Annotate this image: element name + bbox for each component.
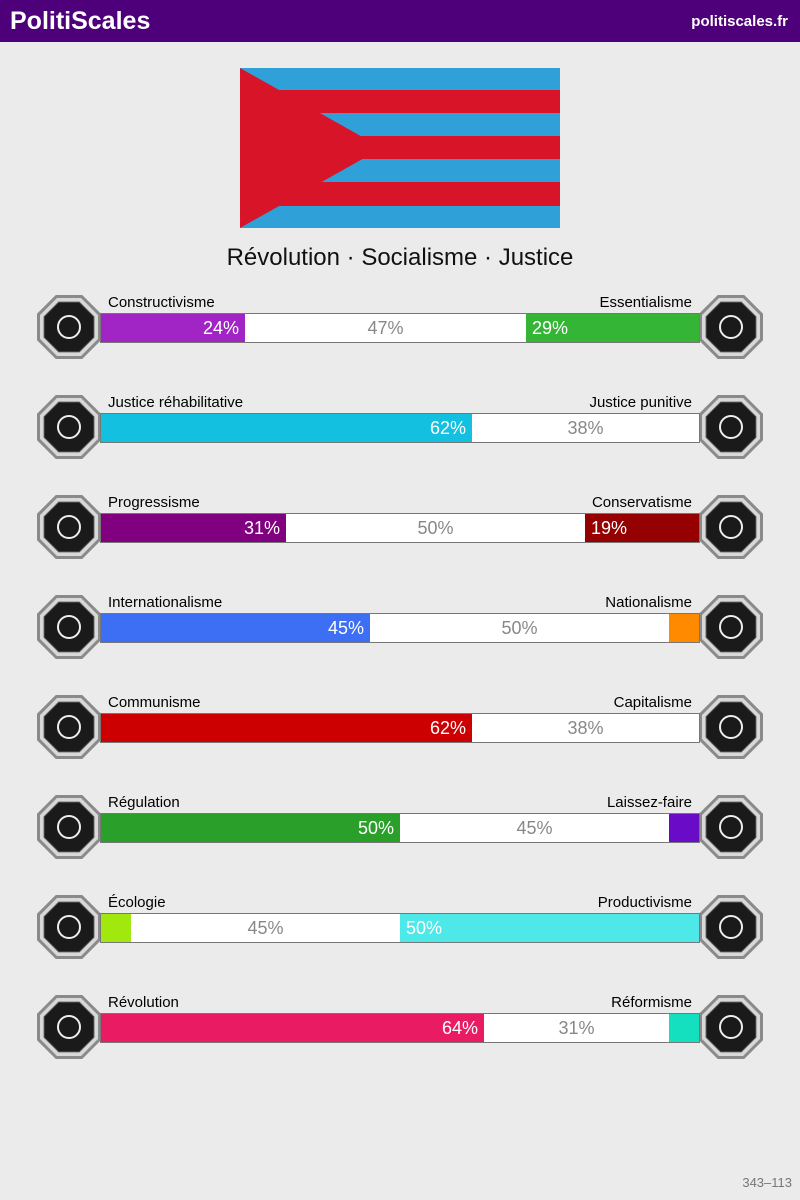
axis-bar bbox=[100, 413, 700, 443]
neutral-segment: 31% bbox=[558, 1018, 595, 1038]
axis-row bbox=[0, 689, 800, 769]
axis-bar bbox=[100, 713, 700, 743]
ruler-icon bbox=[34, 789, 104, 865]
axis-left-label: Constructivisme bbox=[108, 294, 215, 311]
neutral-segment: 50% bbox=[501, 618, 538, 638]
site-link[interactable]: politiscales.fr bbox=[691, 13, 788, 30]
brand-title[interactable]: PolitiScales bbox=[10, 7, 151, 35]
neutral-segment: 50% bbox=[417, 518, 454, 538]
rose-icon bbox=[34, 989, 104, 1065]
flag-icon bbox=[696, 589, 766, 665]
axis-left-label: Internationalisme bbox=[108, 594, 223, 611]
rocket-icon bbox=[34, 489, 104, 565]
right-segment bbox=[669, 1014, 699, 1042]
axis-bar bbox=[100, 513, 700, 543]
axis-right-label: Capitalisme bbox=[613, 694, 692, 711]
axis-right-label: Conservatisme bbox=[591, 494, 692, 511]
axis-left-label: Progressisme bbox=[108, 494, 200, 511]
butterfly-icon bbox=[696, 789, 766, 865]
flower-icon bbox=[696, 289, 766, 365]
axis-right-label: Justice punitive bbox=[589, 394, 692, 411]
axis-right-label: Réformisme bbox=[611, 994, 692, 1011]
axis-bar bbox=[100, 613, 700, 643]
handshake-icon bbox=[34, 389, 104, 465]
axis-bar bbox=[100, 1013, 700, 1043]
axis-row bbox=[0, 489, 800, 569]
sprout-icon bbox=[34, 889, 104, 965]
right-segment bbox=[669, 614, 699, 642]
globe-icon bbox=[34, 589, 104, 665]
axis-left-label: Communisme bbox=[108, 694, 201, 711]
footer-code: 343–113 bbox=[742, 1175, 792, 1190]
axis-right-label: Laissez-faire bbox=[606, 794, 692, 811]
axis-right-label: Essentialisme bbox=[599, 294, 692, 311]
right-segment: 29% bbox=[526, 314, 699, 342]
axis-row bbox=[0, 789, 800, 869]
ballot-box-icon bbox=[696, 989, 766, 1065]
left-segment bbox=[101, 914, 131, 942]
neutral-segment: 38% bbox=[567, 418, 604, 438]
hammer-sickle-icon bbox=[34, 689, 104, 765]
slogan: Révolution · Socialisme · Justice bbox=[226, 244, 574, 271]
result-flag bbox=[240, 68, 560, 228]
axis-left-label: Écologie bbox=[108, 894, 166, 911]
axis-bar bbox=[100, 313, 700, 343]
left-segment: 62% bbox=[101, 714, 472, 742]
axis-row bbox=[0, 389, 800, 469]
axis-bar bbox=[100, 813, 700, 843]
prison-bars-icon bbox=[696, 389, 766, 465]
left-segment: 64% bbox=[101, 1014, 484, 1042]
eye-icon bbox=[34, 289, 104, 365]
left-segment: 24% bbox=[101, 314, 245, 342]
neutral-segment: 45% bbox=[516, 818, 553, 838]
left-segment: 31% bbox=[101, 514, 286, 542]
axis-row bbox=[0, 289, 800, 369]
left-segment: 45% bbox=[101, 614, 370, 642]
axis-row bbox=[0, 889, 800, 969]
axis-right-label: Productivisme bbox=[597, 894, 692, 911]
neutral-segment: 45% bbox=[247, 918, 284, 938]
axis-bar bbox=[100, 913, 700, 943]
axis-row bbox=[0, 589, 800, 669]
right-segment: 19% bbox=[585, 514, 699, 542]
right-segment: 50% bbox=[400, 914, 699, 942]
app-header bbox=[0, 0, 800, 42]
axis-row bbox=[0, 989, 800, 1069]
gear-icon bbox=[696, 889, 766, 965]
axis-right-label: Nationalisme bbox=[605, 594, 692, 611]
axis-left-label: Révolution bbox=[108, 994, 179, 1011]
left-segment: 62% bbox=[101, 414, 472, 442]
money-bag-icon bbox=[696, 689, 766, 765]
right-segment bbox=[669, 814, 699, 842]
left-segment: 50% bbox=[101, 814, 400, 842]
axis-left-label: Régulation bbox=[108, 794, 180, 811]
neutral-segment: 47% bbox=[367, 318, 404, 338]
axis-left-label: Justice réhabilitative bbox=[108, 394, 244, 411]
neutral-segment: 38% bbox=[567, 718, 604, 738]
quill-icon bbox=[696, 489, 766, 565]
